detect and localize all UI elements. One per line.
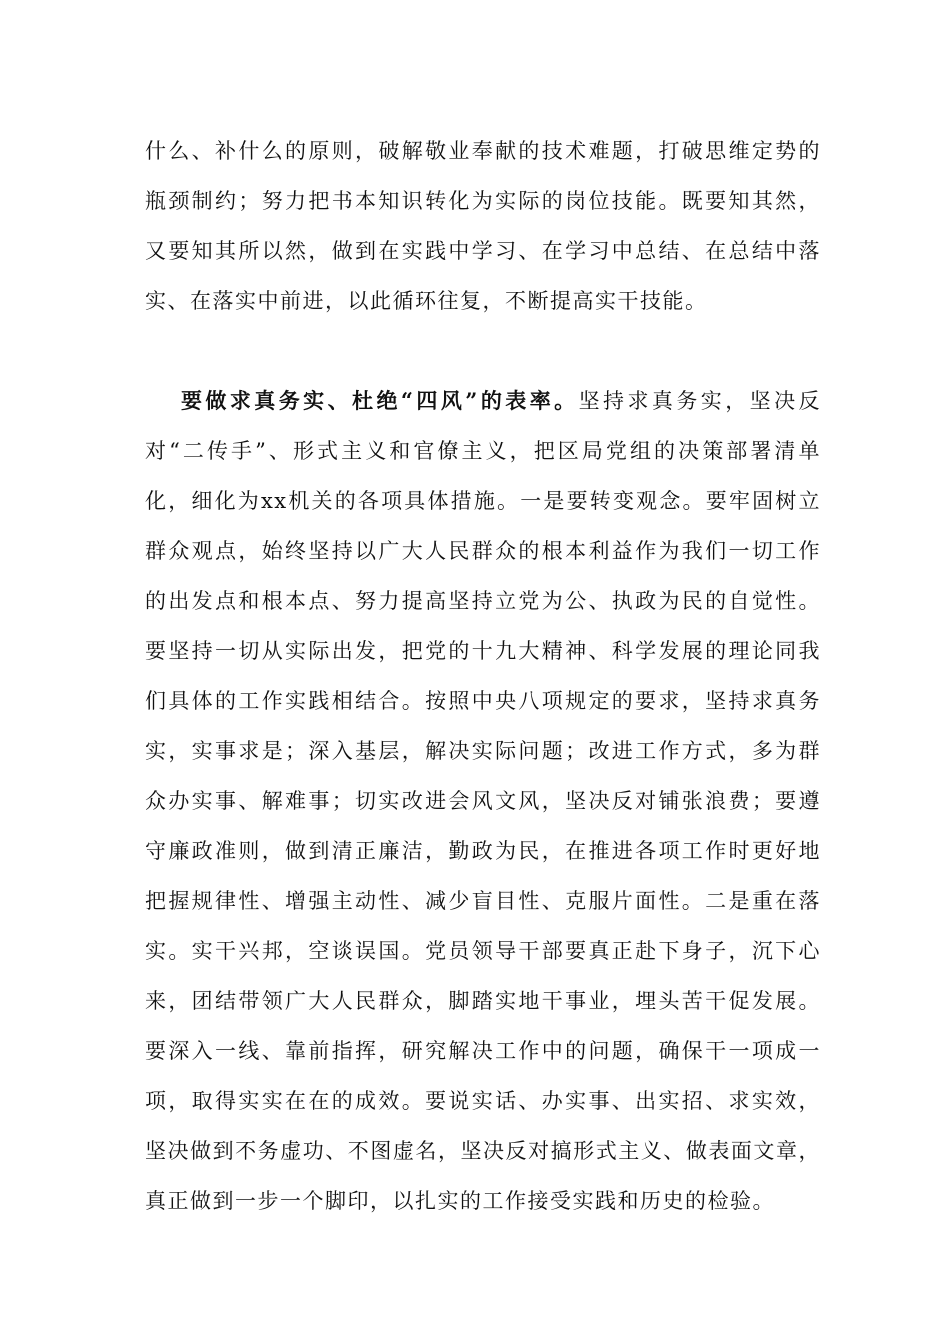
paragraph-line: 守廉政准则，做到清正廉洁，勤政为民，在推进各项工作时更好地 [145,839,821,863]
paragraph-line: 对“二传手”、形式主义和官僚主义，把区局党组的决策部署清单 [145,439,821,463]
paragraph-first-line-text: 坚持求真务实，坚决反 [578,389,821,413]
paragraph-line: 瓶颈制约；努力把书本知识转化为实际的岗位技能。既要知其然， [145,189,821,213]
paragraph-line: 又要知其所以然，做到在实践中学习、在学习中总结、在总结中落 [145,239,821,263]
paragraph-line: 众办实事、解难事；切实改进会风文风，坚决反对铺张浪费；要遵 [145,789,821,813]
paragraph-line: 要坚持一切从实际出发，把党的十九大精神、科学发展的理论同我 [145,639,821,663]
paragraph-line: 要深入一线、靠前指挥，研究解决工作中的问题，确保干一项成一 [145,1039,821,1063]
paragraph-line: 把握规律性、增强主动性、减少盲目性、克服片面性。二是重在落 [145,889,821,913]
paragraph-line: 实、在落实中前进，以此循环往复，不断提高实干技能。 [145,289,708,313]
paragraph-line: 群众观点，始终坚持以广大人民群众的根本利益作为我们一切工作 [145,539,821,563]
paragraph-line: 坚决做到不务虚功、不图虚名，坚决反对搞形式主义、做表面文章， [145,1139,821,1163]
paragraph-line: 们具体的工作实践相结合。按照中央八项规定的要求，坚持求真务 [145,689,821,713]
paragraph-heading: 要做求真务实、杜绝“四风”的表率。 [181,388,579,413]
paragraph-2 [145,376,821,1226]
paragraph-1 [145,126,821,326]
paragraph-line: 来，团结带领广大人民群众，脚踏实地干事业，埋头苦干促发展。 [145,989,821,1013]
paragraph-line: 化，细化为xx机关的各项具体措施。一是要转变观念。要牢固树立 [145,489,821,513]
paragraph-line: 什么、补什么的原则，破解敬业奉献的技术难题，打破思维定势的 [145,139,821,163]
paragraph-line: 实。实干兴邦，空谈误国。党员领导干部要真正赴下身子，沉下心 [145,939,821,963]
paragraph-line: 项，取得实实在在的成效。要说实话、办实事、出实招、求实效， [145,1089,821,1113]
paragraph-line: 实，实事求是；深入基层，解决实际问题；改进工作方式，多为群 [145,739,821,763]
paragraph-line: 真正做到一步一个脚印，以扎实的工作接受实践和历史的检验。 [145,1189,775,1213]
paragraph-first-line [145,376,821,426]
paragraph-line: 的出发点和根本点、努力提高坚持立党为公、执政为民的自觉性。 [145,589,821,613]
